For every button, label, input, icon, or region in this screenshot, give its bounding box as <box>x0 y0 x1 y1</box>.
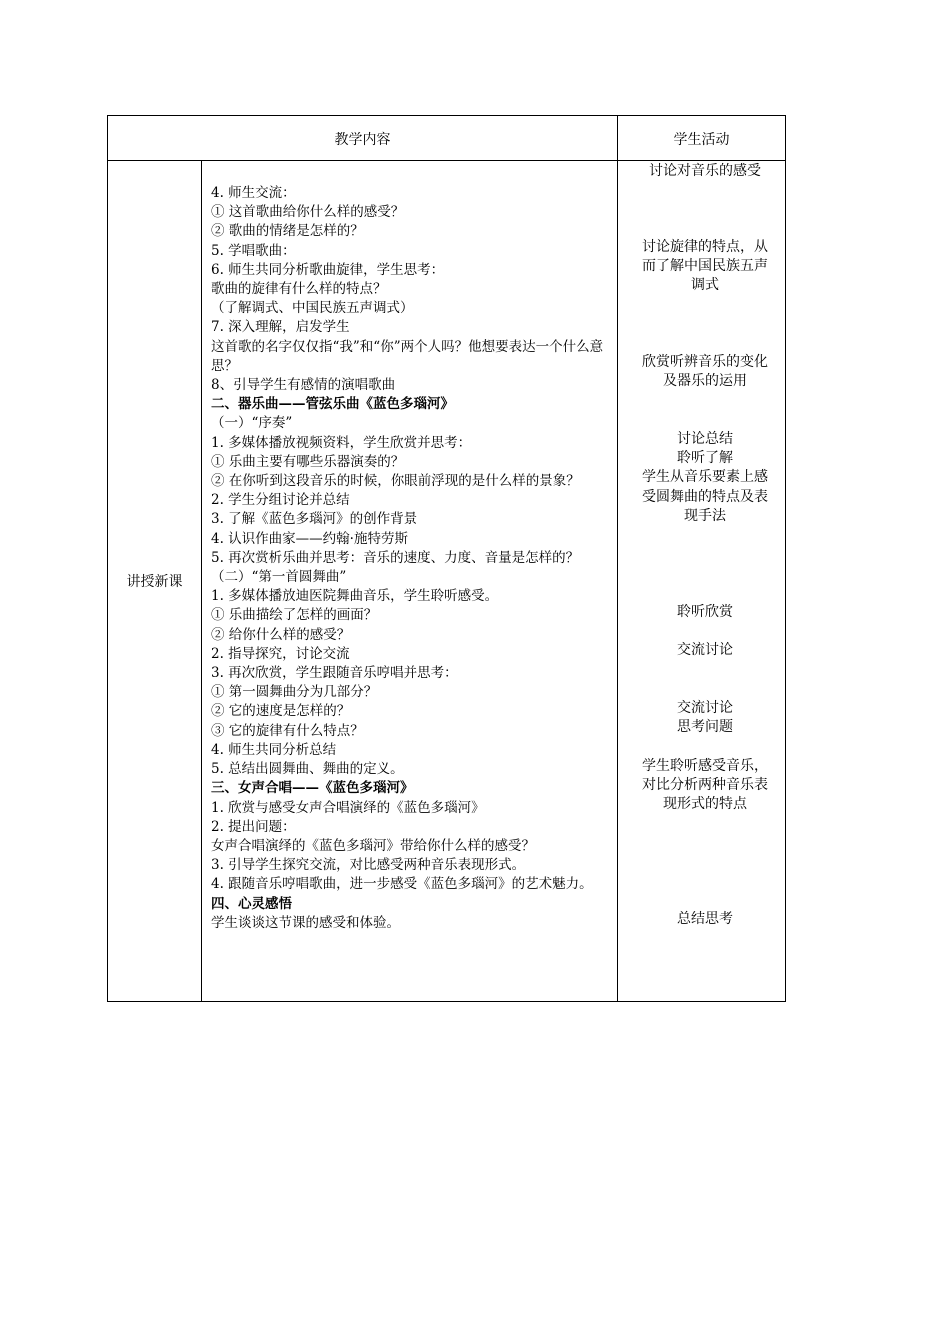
activity-line: 讨论总结 <box>677 431 733 447</box>
activity-block <box>625 603 785 622</box>
activity-line: 受圆舞曲的特点及表 <box>642 488 768 505</box>
activity-block <box>625 238 785 296</box>
activity-line: 聆听欣赏 <box>677 604 733 620</box>
activity-line: 欣赏听辨音乐的变化 <box>642 354 768 370</box>
content-line: ② 给你什么样的感受？ <box>211 626 351 643</box>
content-line: 1. 多媒体播放迪医院舞曲音乐，学生聆听感受。 <box>211 588 499 605</box>
content-line: 4. 认识作曲家——约翰·施特劳斯 <box>211 530 408 547</box>
content-line: ① 乐曲描绘了怎样的画面？ <box>211 607 378 624</box>
activity-line: 总结思考 <box>677 911 733 927</box>
activity-line: 调式 <box>691 277 719 294</box>
content-line: ② 它的速度是怎样的？ <box>211 703 351 720</box>
content-line: ③ 它的旋律有什么特点？ <box>211 722 364 739</box>
section-heading: 四、心灵感悟 <box>211 895 292 912</box>
column-divider-left <box>201 161 202 1001</box>
header-teaching-content: 教学内容 <box>334 131 391 148</box>
content-line: 7. 深入理解，启发学生 <box>211 319 350 336</box>
activity-line: 交流讨论 <box>677 642 733 658</box>
content-line: 1. 欣赏与感受女声合唱演绎的《蓝色多瑙河》 <box>211 799 485 816</box>
content-line: （一）“序奏” <box>211 415 293 432</box>
section-heading: 三、女声合唱——《蓝色多瑙河》 <box>211 780 414 797</box>
activity-line: 对比分析两种音乐表 <box>642 777 768 794</box>
content-line: 这首歌的名字仅仅指“我”和“你”两个人吗？他想要表达一个什么意思？ <box>211 338 604 374</box>
content-line: 4. 师生交流： <box>211 185 296 201</box>
content-line: 3. 引导学生探究交流，对比感受两种音乐表现形式。 <box>211 857 526 874</box>
activity-line: 讨论旋律的特点，从 <box>642 239 768 255</box>
activity-block <box>625 641 785 660</box>
content-line: 学生谈谈这节课的感受和体验。 <box>211 914 400 931</box>
content-line: 5. 学唱歌曲： <box>211 242 296 259</box>
column-divider-right <box>617 116 618 1001</box>
activity-line: 及器乐的运用 <box>663 373 747 390</box>
content-line: 女声合唱演绎的《蓝色多瑙河》带给你什么样的感受？ <box>211 837 535 854</box>
content-line: 8、引导学生有感情的演唱歌曲 <box>211 377 396 394</box>
content-line: （二）“第一首圆舞曲” <box>211 569 347 586</box>
content-line: 2. 指导探究，讨论交流 <box>211 645 350 662</box>
activity-line: 现形式的特点 <box>663 796 747 813</box>
activity-line: 讨论对音乐的感受 <box>649 163 761 179</box>
content-line: ② 歌曲的情绪是怎样的？ <box>211 223 364 240</box>
activity-line: 交流讨论 <box>677 700 733 716</box>
teaching-content-column <box>211 184 616 933</box>
content-line: 5. 总结出圆舞曲、舞曲的定义。 <box>211 761 404 778</box>
activity-line: 学生聆听感受音乐， <box>642 758 768 774</box>
content-line: ② 在你听到这段音乐的时候，你眼前浮现的是什么样的景象？ <box>211 473 580 490</box>
content-line: 2. 提出问题： <box>211 818 296 835</box>
header-student-activity: 学生活动 <box>673 131 730 148</box>
activity-block <box>625 699 785 737</box>
activity-line: 现手法 <box>684 507 726 524</box>
activity-block <box>625 757 785 815</box>
content-line: ① 乐曲主要有哪些乐器演奏的？ <box>211 453 405 470</box>
content-line: （了解调式、中国民族五声调式） <box>211 300 414 317</box>
section-heading: 二、器乐曲——管弦乐曲《蓝色多瑙河》 <box>211 396 454 413</box>
activity-line: 聆听了解 <box>677 450 733 467</box>
content-line: 3. 再次欣赏，学生跟随音乐哼唱并思考： <box>211 665 458 682</box>
activity-block <box>625 430 785 526</box>
content-line: 4. 跟随音乐哼唱歌曲，进一步感受《蓝色多瑙河》的艺术魅力。 <box>211 876 593 893</box>
activity-line: 思考问题 <box>677 719 733 736</box>
section-label: 讲授新课 <box>126 574 183 590</box>
content-line: 1. 多媒体播放视频资料，学生欣赏并思考： <box>211 434 472 451</box>
activity-line: 而了解中国民族五声 <box>642 258 768 275</box>
content-line: 2. 学生分组讨论并总结 <box>211 492 350 509</box>
content-line: 5. 再次赏析乐曲并思考：音乐的速度、力度、音量是怎样的？ <box>211 549 580 566</box>
content-line: 4. 师生共同分析总结 <box>211 741 337 758</box>
content-line: ① 这首歌曲给你什么样的感受？ <box>211 204 405 221</box>
content-line: ① 第一圆舞曲分为几部分？ <box>211 684 378 701</box>
activity-block <box>625 910 785 929</box>
content-line: 6. 师生共同分析歌曲旋律，学生思考： <box>211 261 445 278</box>
content-line: 歌曲的旋律有什么样的特点？ <box>211 281 387 298</box>
activity-block <box>625 353 785 391</box>
content-line: 3. 了解《蓝色多瑙河》的创作背景 <box>211 511 418 528</box>
activity-line: 学生从音乐要素上感 <box>642 469 768 486</box>
activity-block <box>625 162 785 181</box>
lesson-table <box>107 115 786 1002</box>
